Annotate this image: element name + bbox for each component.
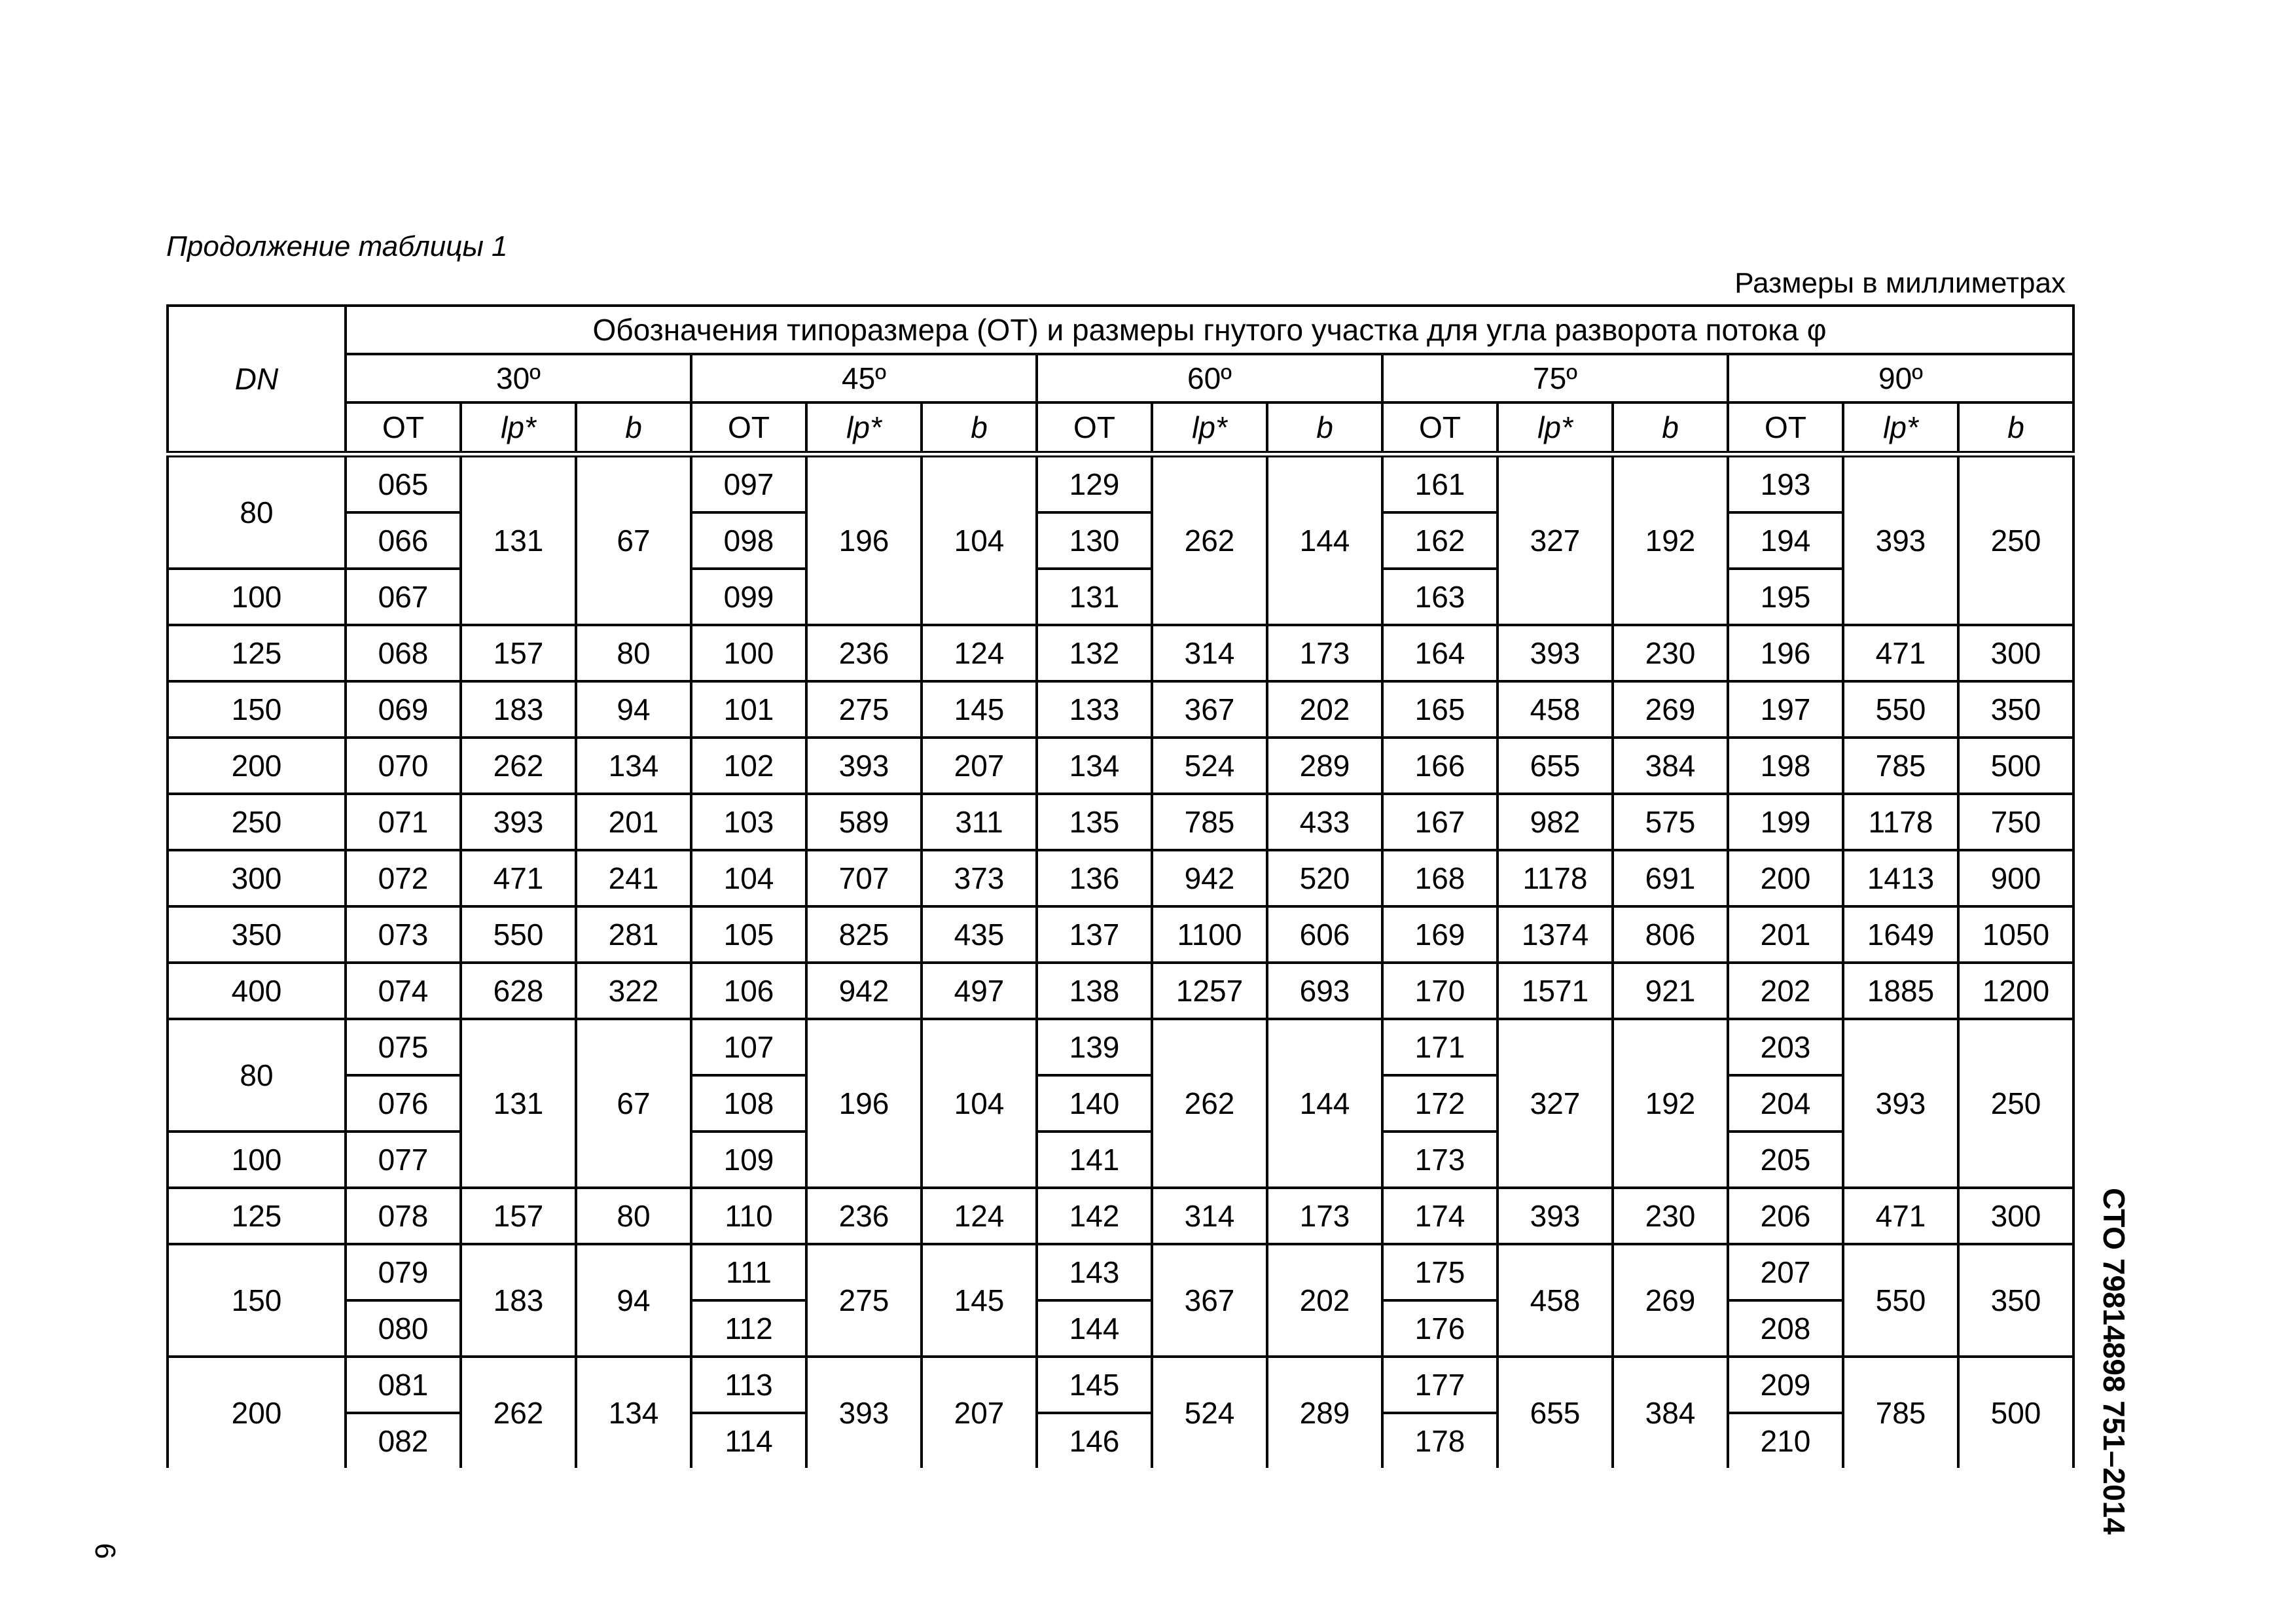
lp-cell: 393 — [1498, 625, 1613, 681]
lp-cell: 236 — [806, 1188, 922, 1244]
b-cell: 192 — [1613, 1019, 1728, 1188]
table-row — [168, 1244, 2073, 1300]
lp-cell: 471 — [1843, 1188, 1958, 1244]
lp-cell: 1257 — [1152, 963, 1267, 1019]
lp-cell: 196 — [806, 1019, 922, 1188]
b-cell: 94 — [576, 1244, 691, 1357]
ot-cell: 168 — [1382, 850, 1498, 906]
lp-cell: 550 — [1843, 1244, 1958, 1357]
b-cell: 350 — [1958, 1244, 2073, 1357]
lp-cell: 327 — [1498, 454, 1613, 625]
lp-cell: 785 — [1152, 794, 1267, 850]
dn-cell: 200 — [168, 738, 346, 794]
ot-cell: 114 — [691, 1413, 806, 1468]
lp-cell: 655 — [1498, 738, 1613, 794]
ot-cell: 082 — [346, 1413, 461, 1468]
lp-cell: 196 — [806, 454, 922, 625]
lp-cell: 1178 — [1498, 850, 1613, 906]
ot-cell: 135 — [1037, 794, 1152, 850]
ot-cell: 176 — [1382, 1300, 1498, 1357]
b-cell: 145 — [922, 1244, 1037, 1357]
ot-cell: 142 — [1037, 1188, 1152, 1244]
b-cell: 497 — [922, 963, 1037, 1019]
b-cell: 145 — [922, 681, 1037, 738]
ot-cell: 103 — [691, 794, 806, 850]
ot-cell: 079 — [346, 1244, 461, 1300]
lp-cell: 524 — [1152, 1357, 1267, 1468]
b-cell: 124 — [922, 1188, 1037, 1244]
sub-header-lp: lр* — [1843, 402, 1958, 454]
angle-90-header: 90º — [1728, 354, 2073, 402]
table-row — [168, 850, 2073, 906]
b-cell: 921 — [1613, 963, 1728, 1019]
lp-cell: 1413 — [1843, 850, 1958, 906]
table-row — [168, 1357, 2073, 1413]
b-cell: 269 — [1613, 681, 1728, 738]
table-row — [168, 794, 2073, 850]
ot-cell: 077 — [346, 1132, 461, 1188]
ot-cell: 066 — [346, 512, 461, 569]
ot-cell: 205 — [1728, 1132, 1843, 1188]
lp-cell: 942 — [1152, 850, 1267, 906]
ot-cell: 108 — [691, 1075, 806, 1132]
b-cell: 433 — [1267, 794, 1382, 850]
units-note: Размеры в миллиметрах — [1734, 267, 2066, 299]
lp-cell: 262 — [461, 1357, 576, 1468]
dn-cell: 400 — [168, 963, 346, 1019]
b-cell: 289 — [1267, 738, 1382, 794]
ot-cell: 106 — [691, 963, 806, 1019]
ot-cell: 177 — [1382, 1357, 1498, 1413]
ot-cell: 173 — [1382, 1132, 1498, 1188]
ot-cell: 070 — [346, 738, 461, 794]
dn-cell: 150 — [168, 1244, 346, 1357]
b-cell: 373 — [922, 850, 1037, 906]
b-cell: 207 — [922, 1357, 1037, 1468]
b-cell: 1050 — [1958, 906, 2073, 963]
b-cell: 322 — [576, 963, 691, 1019]
table-row — [168, 963, 2073, 1019]
sub-header-lp: lр* — [461, 402, 576, 454]
dn-cell: 100 — [168, 569, 346, 625]
ot-cell: 131 — [1037, 569, 1152, 625]
lp-cell: 393 — [1843, 454, 1958, 625]
ot-cell: 074 — [346, 963, 461, 1019]
lp-cell: 785 — [1843, 1357, 1958, 1468]
document-code — [2088, 1165, 2140, 1558]
table-row — [168, 738, 2073, 794]
dn-cell: 80 — [168, 1019, 346, 1132]
ot-cell: 207 — [1728, 1244, 1843, 1300]
ot-cell: 193 — [1728, 454, 1843, 512]
ot-cell: 198 — [1728, 738, 1843, 794]
b-cell: 144 — [1267, 1019, 1382, 1188]
ot-cell: 109 — [691, 1132, 806, 1188]
table-row — [168, 1413, 2073, 1468]
lp-cell: 393 — [461, 794, 576, 850]
angle-60-header: 60º — [1037, 354, 1382, 402]
ot-cell: 132 — [1037, 625, 1152, 681]
dn-cell: 125 — [168, 625, 346, 681]
document-code-text: СТО 79814898 751–2014 — [2097, 1188, 2132, 1535]
lp-cell: 262 — [1152, 454, 1267, 625]
ot-cell: 136 — [1037, 850, 1152, 906]
lp-cell: 1100 — [1152, 906, 1267, 963]
lp-cell: 393 — [1843, 1019, 1958, 1188]
lp-cell: 393 — [806, 738, 922, 794]
ot-cell: 163 — [1382, 569, 1498, 625]
ot-cell: 101 — [691, 681, 806, 738]
lp-cell: 471 — [1843, 625, 1958, 681]
lp-cell: 367 — [1152, 1244, 1267, 1357]
ot-cell: 107 — [691, 1019, 806, 1075]
page-number-text: 6 — [88, 1543, 121, 1560]
ot-cell: 141 — [1037, 1132, 1152, 1188]
b-cell: 173 — [1267, 1188, 1382, 1244]
ot-cell: 195 — [1728, 569, 1843, 625]
ot-cell: 145 — [1037, 1357, 1152, 1413]
ot-cell: 068 — [346, 625, 461, 681]
sub-header-lp: lр* — [1152, 402, 1267, 454]
lp-cell: 327 — [1498, 1019, 1613, 1188]
lp-cell: 157 — [461, 1188, 576, 1244]
ot-cell: 111 — [691, 1244, 806, 1300]
b-cell: 173 — [1267, 625, 1382, 681]
table-row — [168, 681, 2073, 738]
ot-cell: 129 — [1037, 454, 1152, 512]
dimensions-table — [166, 304, 2075, 1468]
ot-cell: 081 — [346, 1357, 461, 1413]
ot-cell: 162 — [1382, 512, 1498, 569]
ot-cell: 097 — [691, 454, 806, 512]
ot-cell: 196 — [1728, 625, 1843, 681]
sub-header-lp: lр* — [1498, 402, 1613, 454]
angle-75-header: 75º — [1382, 354, 1728, 402]
lp-cell: 524 — [1152, 738, 1267, 794]
ot-cell: 104 — [691, 850, 806, 906]
ot-cell: 100 — [691, 625, 806, 681]
lp-cell: 183 — [461, 681, 576, 738]
dn-cell: 125 — [168, 1188, 346, 1244]
dn-header: DN — [168, 306, 346, 454]
table-row — [168, 906, 2073, 963]
group-header: Обозначения типоразмера (ОТ) и размеры гнутого участка для угла разворота потока φ — [346, 306, 2073, 354]
b-cell: 281 — [576, 906, 691, 963]
lp-cell: 393 — [806, 1357, 922, 1468]
ot-cell: 199 — [1728, 794, 1843, 850]
b-cell: 500 — [1958, 738, 2073, 794]
ot-cell: 113 — [691, 1357, 806, 1413]
lp-cell: 393 — [1498, 1188, 1613, 1244]
lp-cell: 367 — [1152, 681, 1267, 738]
sub-header-b: b — [922, 402, 1037, 454]
b-cell: 806 — [1613, 906, 1728, 963]
ot-cell: 139 — [1037, 1019, 1152, 1075]
table-row — [168, 1075, 2073, 1132]
lp-cell: 458 — [1498, 1244, 1613, 1357]
b-cell: 300 — [1958, 1188, 2073, 1244]
ot-cell: 206 — [1728, 1188, 1843, 1244]
b-cell: 202 — [1267, 1244, 1382, 1357]
b-cell: 80 — [576, 625, 691, 681]
ot-cell: 202 — [1728, 963, 1843, 1019]
ot-cell: 105 — [691, 906, 806, 963]
lp-cell: 550 — [461, 906, 576, 963]
b-cell: 134 — [576, 1357, 691, 1468]
lp-cell: 655 — [1498, 1357, 1613, 1468]
ot-cell: 146 — [1037, 1413, 1152, 1468]
lp-cell: 942 — [806, 963, 922, 1019]
sub-header-ot: ОТ — [1037, 402, 1152, 454]
sub-header-b: b — [1613, 402, 1728, 454]
dn-cell: 350 — [168, 906, 346, 963]
ot-cell: 133 — [1037, 681, 1152, 738]
lp-cell: 458 — [1498, 681, 1613, 738]
b-cell: 104 — [922, 1019, 1037, 1188]
table-row — [168, 512, 2073, 569]
lp-cell: 131 — [461, 454, 576, 625]
lp-cell: 1885 — [1843, 963, 1958, 1019]
sub-header-b: b — [576, 402, 691, 454]
lp-cell: 236 — [806, 625, 922, 681]
b-cell: 575 — [1613, 794, 1728, 850]
lp-cell: 628 — [461, 963, 576, 1019]
ot-cell: 172 — [1382, 1075, 1498, 1132]
ot-cell: 208 — [1728, 1300, 1843, 1357]
ot-cell: 112 — [691, 1300, 806, 1357]
sub-header-b: b — [1958, 402, 2073, 454]
dn-cell: 80 — [168, 454, 346, 569]
b-cell: 691 — [1613, 850, 1728, 906]
b-cell: 144 — [1267, 454, 1382, 625]
ot-cell: 071 — [346, 794, 461, 850]
lp-cell: 275 — [806, 681, 922, 738]
b-cell: 94 — [576, 681, 691, 738]
table-caption: Продолжение таблицы 1 — [166, 230, 508, 262]
ot-cell: 197 — [1728, 681, 1843, 738]
ot-cell: 073 — [346, 906, 461, 963]
b-cell: 300 — [1958, 625, 2073, 681]
ot-cell: 169 — [1382, 906, 1498, 963]
b-cell: 289 — [1267, 1357, 1382, 1468]
table-row — [168, 1188, 2073, 1244]
lp-cell: 1178 — [1843, 794, 1958, 850]
ot-cell: 175 — [1382, 1244, 1498, 1300]
lp-cell: 183 — [461, 1244, 576, 1357]
lp-cell: 785 — [1843, 738, 1958, 794]
page-number — [85, 1531, 124, 1571]
lp-cell: 262 — [461, 738, 576, 794]
b-cell: 192 — [1613, 454, 1728, 625]
table-row — [168, 569, 2073, 625]
b-cell: 311 — [922, 794, 1037, 850]
ot-cell: 164 — [1382, 625, 1498, 681]
b-cell: 350 — [1958, 681, 2073, 738]
b-cell: 1200 — [1958, 963, 2073, 1019]
lp-cell: 550 — [1843, 681, 1958, 738]
lp-cell: 275 — [806, 1244, 922, 1357]
lp-cell: 982 — [1498, 794, 1613, 850]
ot-cell: 075 — [346, 1019, 461, 1075]
b-cell: 67 — [576, 454, 691, 625]
b-cell: 693 — [1267, 963, 1382, 1019]
b-cell: 900 — [1958, 850, 2073, 906]
b-cell: 250 — [1958, 454, 2073, 625]
table-row — [168, 454, 2073, 512]
b-cell: 500 — [1958, 1357, 2073, 1468]
b-cell: 435 — [922, 906, 1037, 963]
dn-cell: 100 — [168, 1132, 346, 1188]
ot-cell: 178 — [1382, 1413, 1498, 1468]
lp-cell: 262 — [1152, 1019, 1267, 1188]
b-cell: 384 — [1613, 738, 1728, 794]
angle-45-header: 45º — [691, 354, 1037, 402]
sub-header-b: b — [1267, 402, 1382, 454]
ot-cell: 080 — [346, 1300, 461, 1357]
lp-cell: 314 — [1152, 1188, 1267, 1244]
sub-header-lp: lр* — [806, 402, 922, 454]
b-cell: 67 — [576, 1019, 691, 1188]
ot-cell: 137 — [1037, 906, 1152, 963]
b-cell: 230 — [1613, 625, 1728, 681]
angle-30-header: 30º — [346, 354, 691, 402]
ot-cell: 110 — [691, 1188, 806, 1244]
ot-cell: 144 — [1037, 1300, 1152, 1357]
lp-cell: 157 — [461, 625, 576, 681]
b-cell: 230 — [1613, 1188, 1728, 1244]
lp-cell: 1649 — [1843, 906, 1958, 963]
ot-cell: 098 — [691, 512, 806, 569]
table-row — [168, 625, 2073, 681]
table-row — [168, 1132, 2073, 1188]
ot-cell: 099 — [691, 569, 806, 625]
b-cell: 134 — [576, 738, 691, 794]
lp-cell: 1571 — [1498, 963, 1613, 1019]
ot-cell: 171 — [1382, 1019, 1498, 1075]
b-cell: 606 — [1267, 906, 1382, 963]
dn-cell: 300 — [168, 850, 346, 906]
ot-cell: 143 — [1037, 1244, 1152, 1300]
b-cell: 201 — [576, 794, 691, 850]
ot-cell: 201 — [1728, 906, 1843, 963]
ot-cell: 072 — [346, 850, 461, 906]
b-cell: 520 — [1267, 850, 1382, 906]
ot-cell: 204 — [1728, 1075, 1843, 1132]
ot-cell: 140 — [1037, 1075, 1152, 1132]
ot-cell: 200 — [1728, 850, 1843, 906]
table-row — [168, 1019, 2073, 1075]
b-cell: 384 — [1613, 1357, 1728, 1468]
ot-cell: 161 — [1382, 454, 1498, 512]
lp-cell: 589 — [806, 794, 922, 850]
dn-cell: 200 — [168, 1357, 346, 1468]
lp-cell: 471 — [461, 850, 576, 906]
lp-cell: 314 — [1152, 625, 1267, 681]
ot-cell: 194 — [1728, 512, 1843, 569]
ot-cell: 209 — [1728, 1357, 1843, 1413]
ot-cell: 167 — [1382, 794, 1498, 850]
b-cell: 269 — [1613, 1244, 1728, 1357]
sub-header-ot: ОТ — [691, 402, 806, 454]
lp-cell: 1374 — [1498, 906, 1613, 963]
ot-cell: 067 — [346, 569, 461, 625]
b-cell: 250 — [1958, 1019, 2073, 1188]
b-cell: 104 — [922, 454, 1037, 625]
ot-cell: 078 — [346, 1188, 461, 1244]
lp-cell: 707 — [806, 850, 922, 906]
ot-cell: 138 — [1037, 963, 1152, 1019]
b-cell: 750 — [1958, 794, 2073, 850]
ot-cell: 210 — [1728, 1413, 1843, 1468]
ot-cell: 130 — [1037, 512, 1152, 569]
ot-cell: 174 — [1382, 1188, 1498, 1244]
lp-cell: 131 — [461, 1019, 576, 1188]
ot-cell: 203 — [1728, 1019, 1843, 1075]
ot-cell: 076 — [346, 1075, 461, 1132]
sub-header-ot: ОТ — [346, 402, 461, 454]
b-cell: 241 — [576, 850, 691, 906]
sub-header-ot: ОТ — [1728, 402, 1843, 454]
b-cell: 124 — [922, 625, 1037, 681]
dn-cell: 250 — [168, 794, 346, 850]
ot-cell: 065 — [346, 454, 461, 512]
ot-cell: 165 — [1382, 681, 1498, 738]
ot-cell: 102 — [691, 738, 806, 794]
b-cell: 207 — [922, 738, 1037, 794]
lp-cell: 825 — [806, 906, 922, 963]
dn-cell: 150 — [168, 681, 346, 738]
ot-cell: 170 — [1382, 963, 1498, 1019]
b-cell: 202 — [1267, 681, 1382, 738]
b-cell: 80 — [576, 1188, 691, 1244]
ot-cell: 134 — [1037, 738, 1152, 794]
table-row — [168, 1300, 2073, 1357]
ot-cell: 166 — [1382, 738, 1498, 794]
sub-header-ot: ОТ — [1382, 402, 1498, 454]
ot-cell: 069 — [346, 681, 461, 738]
